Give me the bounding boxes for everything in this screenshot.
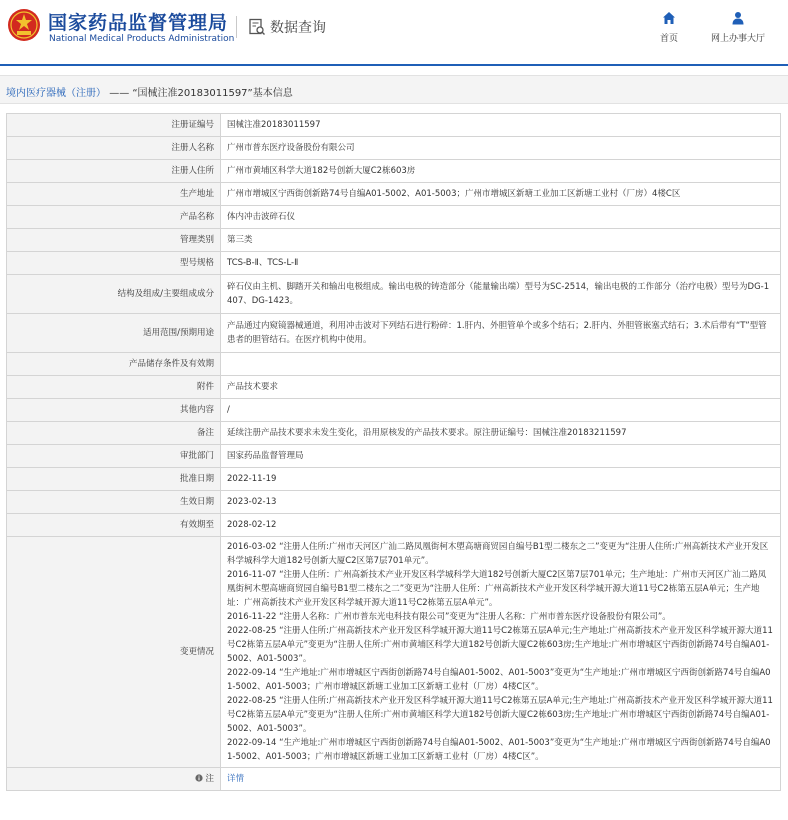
- note-value: [221, 768, 781, 791]
- change-log-entry: 2022-09-14 “生产地址:广州市增城区宁西街创新路74号自编A01-5002、A01-5003”变更为“生产地址:广州市增城区宁西街创新路74号自编A01-5002、A01-5003；广州市增城区新塘工业加工区新塘工业村（厂房）4楼C区”。: [227, 738, 771, 762]
- table-row: [7, 491, 781, 514]
- table-row: [7, 137, 781, 160]
- info-icon: [195, 774, 203, 782]
- site-header: [0, 0, 788, 52]
- row-label: 结构及组成/主要组成成分: [7, 275, 221, 314]
- row-value: 国械注准20183011597: [221, 114, 781, 137]
- change-log-entry: 2016-03-02 “注册人住所:广州市天河区广汕二路凤凰街柯木塱高塘商贸园自编号B1型二楼东之二”变更为“注册人住所:广州高新技术产业开发区科学城科学大道182号创新大厦C2区第7层701单元”。: [227, 542, 769, 566]
- nmpa-emblem-icon: [7, 6, 41, 44]
- change-log-entry: 2022-09-14 “生产地址:广州市增城区宁西街创新路74号自编A01-5002、A01-5003”变更为“生产地址:广州市增城区宁西街创新路74号自编A01-5002、A01-5003；广州市增城区新塘工业加工区新塘工业村（厂房）4楼C区”。: [227, 668, 771, 692]
- row-value: 国家药品监督管理局: [221, 445, 781, 468]
- row-label: 审批部门: [7, 445, 221, 468]
- table-row: [7, 468, 781, 491]
- note-label: 注: [205, 774, 214, 784]
- detail-link[interactable]: 详情: [227, 774, 245, 784]
- table-row: [7, 376, 781, 399]
- table-row: [7, 206, 781, 229]
- breadcrumb-title: “国械注准20183011597”基本信息: [132, 88, 293, 99]
- row-label: 注册人住所: [7, 160, 221, 183]
- change-log-entry: 2022-08-25 “注册人住所:广州高新技术产业开发区科学城开源大道11号C2栋第五层A单元;生产地址:广州高新技术产业开发区科学城开源大道11号C2栋第五层A单元”变更为“注册人住所:广州市黄埔区科学大道182号创新大厦C2栋603房;生产地址:广州市增城区宁西街创新路74号自编A01-5002、A01-5003”。: [227, 626, 773, 664]
- row-label: 注册证编号: [7, 114, 221, 137]
- change-log-row: [7, 537, 781, 768]
- change-log-entry: 2022-08-25 “注册人住所:广州高新技术产业开发区科学城开源大道11号C2栋第五层A单元;生产地址:广州高新技术产业开发区科学城开源大道11号C2栋第五层A单元”变更为“注册人住所:广州市黄埔区科学大道182号创新大厦C2栋603房;生产地址:广州市增城区宁西街创新路74号自编A01-5002、A01-5003”。: [227, 696, 773, 734]
- nav-online-hall-label: 网上办事大厅: [711, 34, 766, 44]
- row-label: 产品名称: [7, 206, 221, 229]
- module-title: [248, 17, 326, 37]
- row-value: 2022-11-19: [221, 468, 781, 491]
- row-label: 备注: [7, 422, 221, 445]
- change-log-list: [221, 537, 781, 768]
- nav-home-label: 首页: [660, 34, 679, 44]
- row-value: 广州市黄埔区科学大道182号创新大厦C2栋603房: [221, 160, 781, 183]
- brand-title[interactable]: 国家药品监督管理局: [48, 12, 229, 34]
- device-info-table: [6, 113, 781, 791]
- row-label: 注册人名称: [7, 137, 221, 160]
- user-icon: [731, 11, 745, 25]
- breadcrumb: [0, 75, 788, 104]
- row-label: 其他内容: [7, 399, 221, 422]
- row-value: /: [221, 399, 781, 422]
- table-row: [7, 229, 781, 252]
- row-value: 产品通过内窥镜器械通道，利用冲击波对下列结石进行粉碎：1.肝内、外胆管单个或多个结石；2.肝内、外胆管嵌塞式结石；3.术后带有“T”型管患者的胆管结石。在医疗机构中使用。: [221, 314, 781, 353]
- table-row: [7, 422, 781, 445]
- row-label: 适用范围/预期用途: [7, 314, 221, 353]
- table-row: [7, 353, 781, 376]
- row-label: 有效期至: [7, 514, 221, 537]
- breadcrumb-category-link[interactable]: 境内医疗器械（注册）: [6, 88, 106, 99]
- row-label: 产品储存条件及有效期: [7, 353, 221, 376]
- row-value: [221, 353, 781, 376]
- table-row: [7, 160, 781, 183]
- breadcrumb-separator: ——: [109, 88, 130, 99]
- row-value: TCS-B-Ⅱ、TCS-L-Ⅱ: [221, 252, 781, 275]
- table-row: [7, 445, 781, 468]
- table-row: [7, 252, 781, 275]
- table-row: [7, 514, 781, 537]
- row-value: 体内冲击波碎石仪: [221, 206, 781, 229]
- row-label: 附件: [7, 376, 221, 399]
- nav-online-hall[interactable]: [711, 11, 765, 44]
- row-label: 型号规格: [7, 252, 221, 275]
- change-log-entry: 2016-11-22 “注册人名称：广州市普东光电科技有限公司”变更为“注册人名称：广州市普东医疗设备股份有限公司”。: [227, 612, 671, 622]
- row-value: 第三类: [221, 229, 781, 252]
- row-value: 产品技术要求: [221, 376, 781, 399]
- table-row: [7, 114, 781, 137]
- table-row: [7, 399, 781, 422]
- nav-home[interactable]: [660, 11, 678, 44]
- row-label: 批准日期: [7, 468, 221, 491]
- table-row: [7, 275, 781, 314]
- table-row: [7, 183, 781, 206]
- row-value: 广州市普东医疗设备股份有限公司: [221, 137, 781, 160]
- home-icon: [662, 11, 676, 25]
- row-value: 碎石仪由主机、脚踏开关和输出电极组成。输出电极的铸造部分（能量输出端）型号为SC-2514，输出电极的工作部分（治疗电极）型号为DG-1407、DG-1423。: [221, 275, 781, 314]
- change-log-entry: 2016-11-07 “注册人住所：广州高新技术产业开发区科学城科学大道182号创新大厦C2区第7层701单元；生产地址：广州市天河区广汕二路凤凰街柯木塱高塘商贸园自编号B1型二楼东之二”变更为“注册人住所：广州高新技术产业开发区科学城开源大道11号C2栋第五层A单元；生产地址：广州高新技术产业开发区科学城开源大道11号C2栋第五层A单元”。: [227, 570, 767, 608]
- row-value: 2028-02-12: [221, 514, 781, 537]
- header-divider: [236, 16, 237, 38]
- row-label: 生产地址: [7, 183, 221, 206]
- header-accent-bar: [0, 64, 788, 66]
- module-label: 数据查询: [270, 20, 326, 36]
- change-log-label: 变更情况: [7, 537, 221, 768]
- note-label-cell: [7, 768, 221, 791]
- breadcrumb-text: [6, 84, 293, 99]
- row-value: 延续注册产品技术要求未发生变化，沿用原核发的产品技术要求。原注册证编号：国械注准20183211597: [221, 422, 781, 445]
- row-label: 管理类别: [7, 229, 221, 252]
- row-value: 2023-02-13: [221, 491, 781, 514]
- table-row: [7, 314, 781, 353]
- table-row: [7, 768, 781, 791]
- row-label: 生效日期: [7, 491, 221, 514]
- brand-subtitle[interactable]: National Medical Products Administration: [49, 34, 235, 44]
- data-search-icon: [248, 18, 266, 36]
- row-value: 广州市增城区宁西街创新路74号自编A01-5002、A01-5003；广州市增城区新塘工业加工区新塘工业村（厂房）4楼C区: [221, 183, 781, 206]
